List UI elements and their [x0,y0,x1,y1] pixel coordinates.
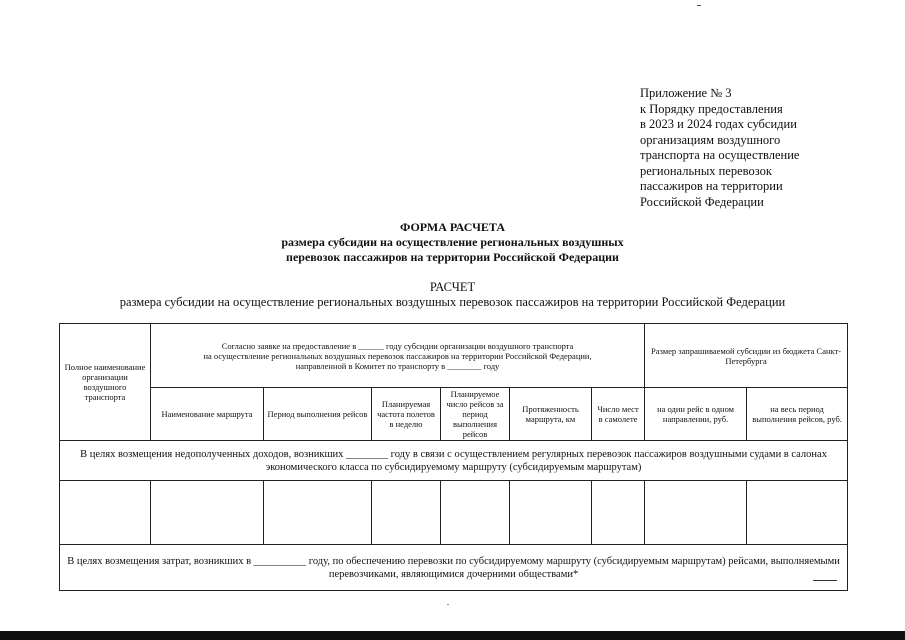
empty-cell [645,481,747,545]
empty-cell [151,481,264,545]
header-period: Период выполнения рейсов [264,388,372,441]
header-flights-count: Планируемое число рейсов за период выполнения рейсов [441,388,510,441]
underline-mark [813,580,837,581]
header-org: Полное наименование организации воздушного транспорта [60,324,151,441]
appendix-line: Российской Федерации [640,194,764,209]
calc-title-line: размера субсидии на осуществление региональных воздушных перевозок пассажиров на территории Российской Федерации [119,295,786,309]
header-route-length: Протяженность маршрута, км [510,388,592,441]
scan-mark [447,604,449,605]
table-row [60,481,848,545]
header-frequency: Планируемая частота полетов в неделю [372,388,441,441]
scan-border [0,631,905,640]
empty-cell [372,481,441,545]
request-line: на осуществление региональных воздушных перевозок пассажиров на территории Российской Федерации, [203,350,592,361]
calculation-table [59,323,848,591]
form-title-line: ФОРМА РАСЧЕТА [400,220,505,234]
section-row [60,441,848,481]
header-subsidy-group: Размер запрашиваемой субсидии из бюджета Санкт-Петербурга [645,324,848,388]
empty-cell [592,481,645,545]
section-row [60,545,848,591]
form-title-line: перевозок пассажиров на территории Российской Федерации [286,250,619,264]
header-per-flight: на один рейс в одном направлении, руб. [645,388,747,441]
appendix-line: организациям воздушного [640,132,781,147]
calc-title-line: РАСЧЕТ [429,280,476,294]
empty-cell [441,481,510,545]
table-header-row [60,324,848,388]
appendix-line: региональных перевозок [640,163,772,178]
header-total-period: на весь период выполнения рейсов, руб. [747,388,848,441]
calc-title [0,280,905,310]
empty-cell [510,481,592,545]
appendix-line: Приложение № 3 [640,86,732,100]
appendix-line: в 2023 и 2024 годах субсидии [640,117,797,131]
header-request-group [151,324,645,388]
request-line: направленной в Комитет по транспорту в ________ году [295,360,500,371]
empty-cell [60,481,151,545]
table-subheader-row [60,388,848,441]
appendix-line: транспорта на осуществление [640,148,800,162]
header-route-name: Наименование маршрута [151,388,264,441]
header-seats: Число мест в самолете [592,388,645,441]
empty-cell [264,481,372,545]
empty-cell [747,481,848,545]
section-2-text: В целях возмещения затрат, возникших в __________ году, по обеспечению перевозки по субсидируемому маршруту (субсидируемым маршрутам) рейсами, выполняемыми перевозчиками, являющимися дочерними обществами* [60,545,848,591]
form-title [0,220,905,265]
form-title-line: размера субсидии на осуществление региональных воздушных [281,235,624,249]
scan-mark [697,5,701,6]
appendix-block [640,86,880,210]
request-line: Согласно заявке на предоставление в ______ году субсидии организации воздушного транспорта [221,340,574,351]
section-1-text: В целях возмещения недополученных доходов, возникших ________ году в связи с осуществлением регулярных перевозок пассажиров воздушными судами в салонах экономического класса по субсидируемому маршруту (субсидируемым маршрутам) [60,441,848,481]
appendix-line: к Порядку предоставления [640,101,783,116]
appendix-line: пассажиров на территории [640,179,783,193]
